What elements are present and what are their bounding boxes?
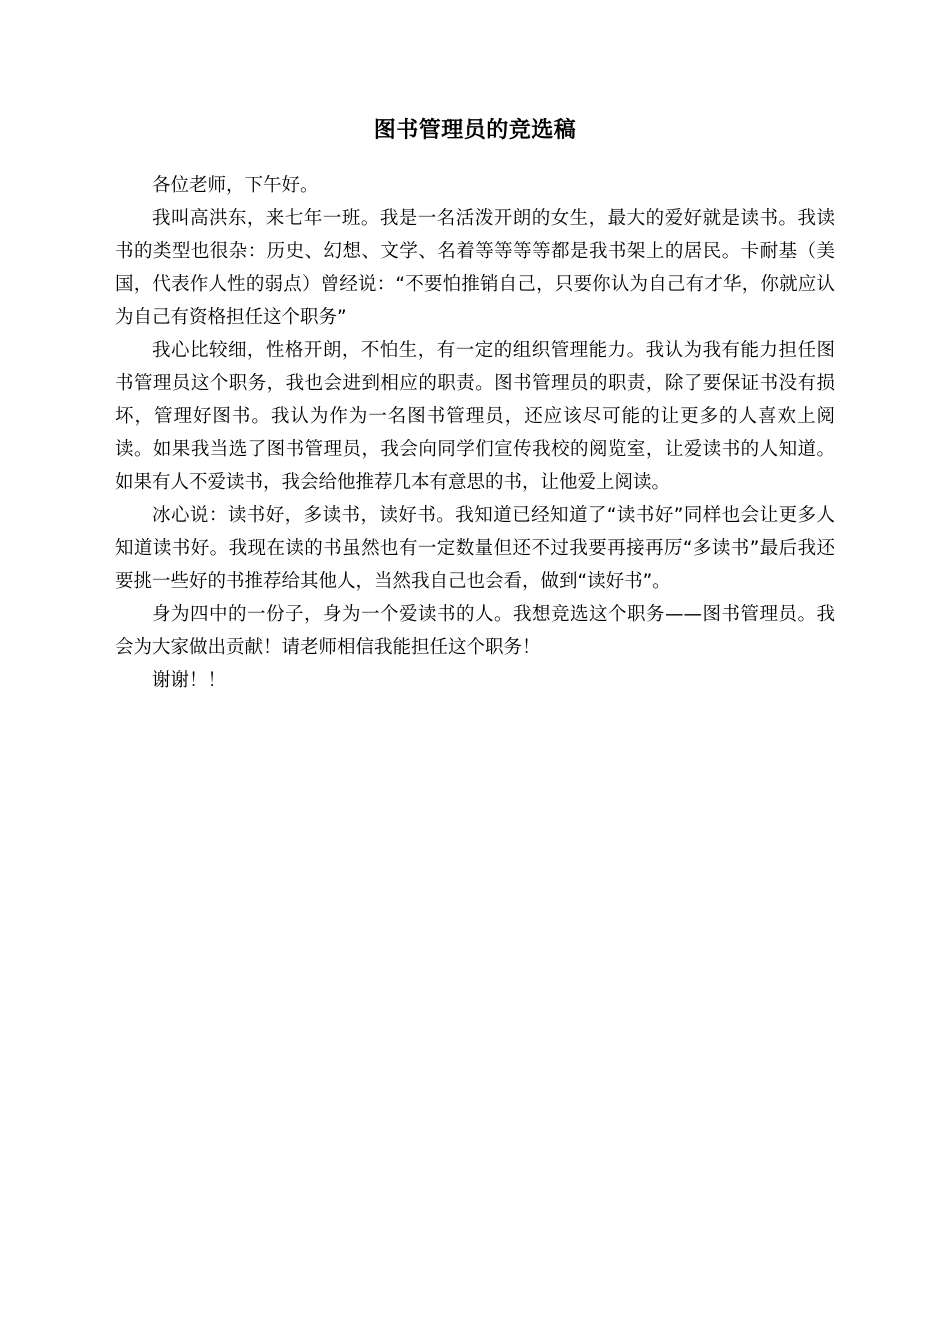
paragraph-thanks: 谢谢！！ [152,670,227,691]
paragraph-conclusion: 身为四中的一份子，身为一个爱读书的人。我想竞选这个职务——图书管理员。我会为大家做出贡献！请老师相信我能担任这个职务！ [115,604,835,658]
document-title: 图书管理员的竞选稿 [373,118,577,143]
document-body [115,169,835,697]
paragraph-qualifications: 我心比较细，性格开朗，不怕生，有一定的组织管理能力。我认为我有能力担任图书管理员这个职务，我也会进到相应的职责。图书管理员的职责，除了要保证书没有损坏，管理好图书。我认为作为一名图书管理员，还应该尽可能的让更多的人喜欢上阅读。如果我当选了图书管理员，我会向同学们宣传我校的阅览室，让爱读书的人知道。如果有人不爱读书，我会给他推荐几本有意思的书，让他爱上阅读。 [115,340,835,493]
paragraph-greeting: 各位老师，下午好。 [152,175,319,196]
paragraph-reading-quote: 冰心说：读书好，多读书，读好书。我知道已经知道了“读书好”同样也会让更多人知道读书好。我现在读的书虽然也有一定数量但还不过我要再接再厉“多读书”最后我还要挑一些好的书推荐给其他人，当然我自己也会看，做到“读好书”。 [115,505,835,592]
paragraph-introduction: 我叫高洪东，来七年一班。我是一名活泼开朗的女生，最大的爱好就是读书。我读书的类型也很杂：历史、幻想、文学、名着等等等等都是我书架上的居民。卡耐基（美国，代表作人性的弱点）曾经说：“不要怕推销自己，只要你认为自己有才华，你就应认为自己有资格担任这个职务” [115,208,835,328]
